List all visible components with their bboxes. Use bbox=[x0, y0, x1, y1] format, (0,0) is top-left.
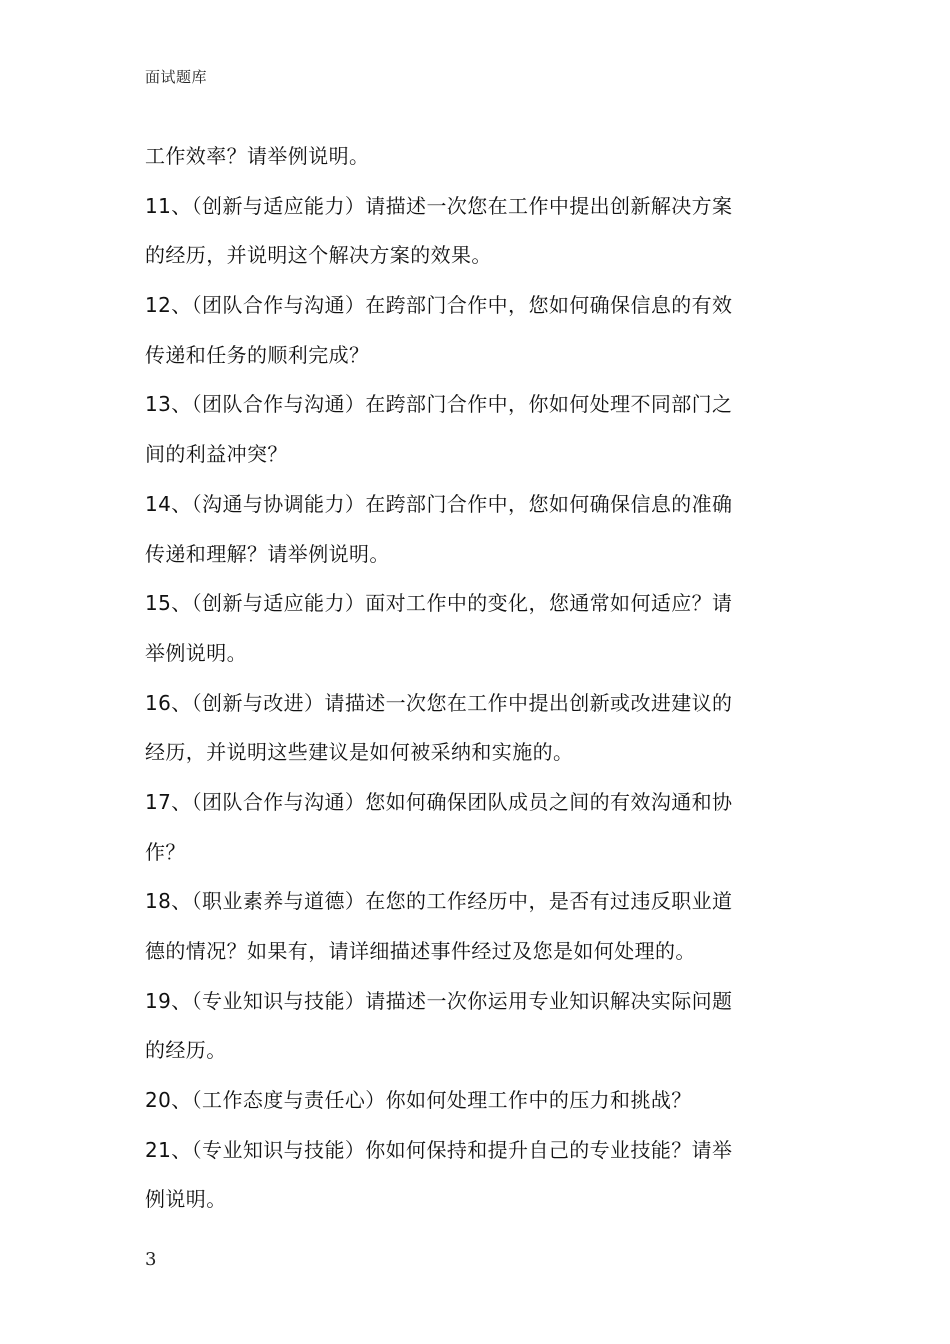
question-13-line-2: 间的利益冲突？ bbox=[145, 442, 288, 467]
question-16-line-1: 16、（创新与改进）请描述一次您在工作中提出创新或改进建议的 bbox=[145, 690, 733, 715]
question-17-line-2: 作？ bbox=[145, 839, 186, 864]
question-12-line-1: 12、（团队合作与沟通）在跨部门合作中，您如何确保信息的有效 bbox=[145, 293, 733, 318]
text-line: 工作效率？请举例说明。 bbox=[145, 144, 370, 168]
question-14-line-1: 14、（沟通与协调能力）在跨部门合作中，您如何确保信息的准确 bbox=[145, 491, 733, 516]
question-21-line-1: 21、（专业知识与技能）你如何保持和提升自己的专业技能？请举 bbox=[145, 1137, 733, 1162]
page-number: 3 bbox=[145, 1249, 157, 1270]
question-17-line-1: 17、（团队合作与沟通）您如何确保团队成员之间的有效沟通和协 bbox=[145, 789, 733, 814]
question-14-line-2: 传递和理解？请举例说明。 bbox=[145, 541, 390, 566]
question-13-line-1: 13、（团队合作与沟通）在跨部门合作中，你如何处理不同部门之 bbox=[145, 392, 733, 417]
question-18-line-1: 18、（职业素养与道德）在您的工作经历中，是否有过违反职业道 bbox=[145, 889, 733, 914]
question-12-line-2: 传递和任务的顺利完成？ bbox=[145, 342, 370, 367]
question-11-line-1: 11、（创新与适应能力）请描述一次您在工作中提出创新解决方案 bbox=[145, 193, 733, 218]
question-20-line-1: 20、（工作态度与责任心）你如何处理工作中的压力和挑战？ bbox=[145, 1088, 692, 1113]
question-19-line-2: 的经历。 bbox=[145, 1038, 227, 1063]
document-body bbox=[145, 132, 815, 1225]
question-15-line-2: 举例说明。 bbox=[145, 640, 247, 665]
question-11-line-2: 的经历，并说明这个解决方案的效果。 bbox=[145, 243, 492, 268]
question-21-line-2: 例说明。 bbox=[145, 1187, 227, 1212]
question-16-line-2: 经历，并说明这些建议是如何被采纳和实施的。 bbox=[145, 740, 574, 765]
page-header-title: 面试题库 bbox=[145, 68, 208, 86]
question-19-line-1: 19、（专业知识与技能）请描述一次你运用专业知识解决实际问题 bbox=[145, 988, 733, 1013]
question-15-line-1: 15、（创新与适应能力）面对工作中的变化，您通常如何适应？请 bbox=[145, 591, 733, 616]
question-18-line-2: 德的情况？如果有，请详细描述事件经过及您是如何处理的。 bbox=[145, 939, 696, 963]
